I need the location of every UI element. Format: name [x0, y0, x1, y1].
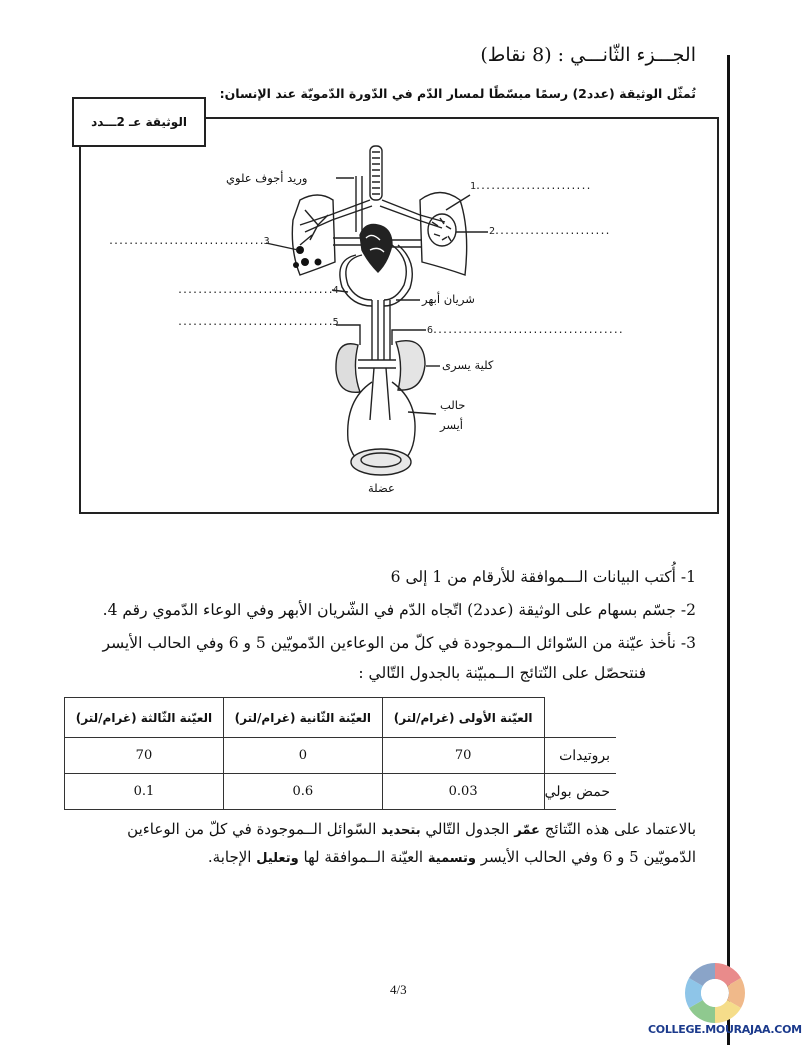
conclusion-line-1 [127, 820, 696, 838]
question-3-continued: فنتحصّل على النّتائج الــمبيّنة بالجدول التّالي : [358, 664, 646, 682]
label-aorta: شريان أبهر [422, 292, 475, 306]
results-table [64, 697, 616, 810]
text: الدّمويّين 5 و 6 وفي الحالب الأيسر [475, 848, 696, 866]
part-title: الجـــزء الثّانـــي : (8 نقاط) [480, 44, 696, 66]
margin-rule [727, 55, 730, 1045]
header-sample-3: العيّنة الثّالثة (غرام/لتر) [65, 698, 224, 738]
conclusion-line-2 [208, 848, 696, 866]
blank-3[interactable]: ...............................3 [108, 236, 269, 247]
question-1: 1- أُكتب البيانات الـــموافقة للأرقام من 1 إلى 6 [390, 568, 696, 586]
table-header-row [65, 698, 617, 738]
label-left-kidney: كلية يسرى [442, 358, 494, 372]
label-muscle: عضلة [368, 481, 395, 495]
question-3: 3- نأخذ عيّنة من السّوائل الــموجودة في كلّ من الوعاءين الدّمويّين 5 و 6 وفي الحالب الأيسر [102, 634, 696, 652]
text: العيّنة الــموافقة لها [298, 848, 428, 866]
row-label-proteins: بروتيدات [544, 738, 616, 774]
intro-text: تُمثّل الوثيقة (عدد2) رسمًا مبسّطًا لمسار الدّم في الدّورة الدّمويّة عند الإنسان: [219, 86, 696, 101]
row-label-uric-acid: حمض بولي [544, 774, 616, 810]
table-row [65, 738, 617, 774]
label-superior-vena-cava: وريد أجوف علوي [226, 171, 308, 185]
text: السّوائل الــموجودة في كلّ من الوعاءين [127, 820, 382, 838]
keyword-name: وتسمية [427, 851, 476, 866]
site-logo-icon [660, 945, 770, 1025]
table-row [65, 774, 617, 810]
cell-uric-sample-3: 0.1 [65, 774, 224, 810]
document-frame [79, 117, 719, 514]
document-label: الوثيقة عـ 2ـــدد [72, 97, 206, 147]
question-2: 2- جسّم بسهام على الوثيقة (عدد2) اتّجاه الدّم في الشّريان الأبهر وفي الوعاء الدّموي رقم 4. [102, 601, 696, 619]
label-left-ureter-2: أيسر [440, 418, 463, 432]
cell-uric-sample-2: 0.6 [223, 774, 382, 810]
cell-uric-sample-1: 0.03 [382, 774, 544, 810]
table-corner [544, 698, 616, 738]
header-sample-1: العيّنة الأولى (غرام/لتر) [382, 698, 544, 738]
site-name[interactable]: COLLEGE.MOURAJAA.COM [648, 1023, 802, 1036]
blank-1[interactable]: 1....................... [470, 181, 591, 192]
keyword-justify: وتعليل [256, 851, 299, 866]
blank-6[interactable]: 6...................................... [427, 325, 623, 336]
cell-proteins-sample-3: 70 [65, 738, 224, 774]
page-number: 4/3 [390, 982, 407, 997]
blank-4[interactable]: ...............................4 [177, 285, 338, 296]
keyword-fill: عمّر [514, 823, 540, 838]
text: الإجابة. [207, 848, 257, 866]
keyword-determine: بتحديد [381, 823, 421, 838]
blank-5[interactable]: ...............................5 [177, 317, 338, 328]
text: الجدول التّالي [420, 820, 515, 838]
blank-2[interactable]: 2....................... [489, 226, 610, 237]
text: بالاعتماد على هذه النّتائج [539, 820, 696, 838]
label-left-ureter: حالب [440, 398, 466, 412]
header-sample-2: العيّنة الثّانية (غرام/لتر) [223, 698, 382, 738]
cell-proteins-sample-1: 70 [382, 738, 544, 774]
cell-proteins-sample-2: 0 [223, 738, 382, 774]
